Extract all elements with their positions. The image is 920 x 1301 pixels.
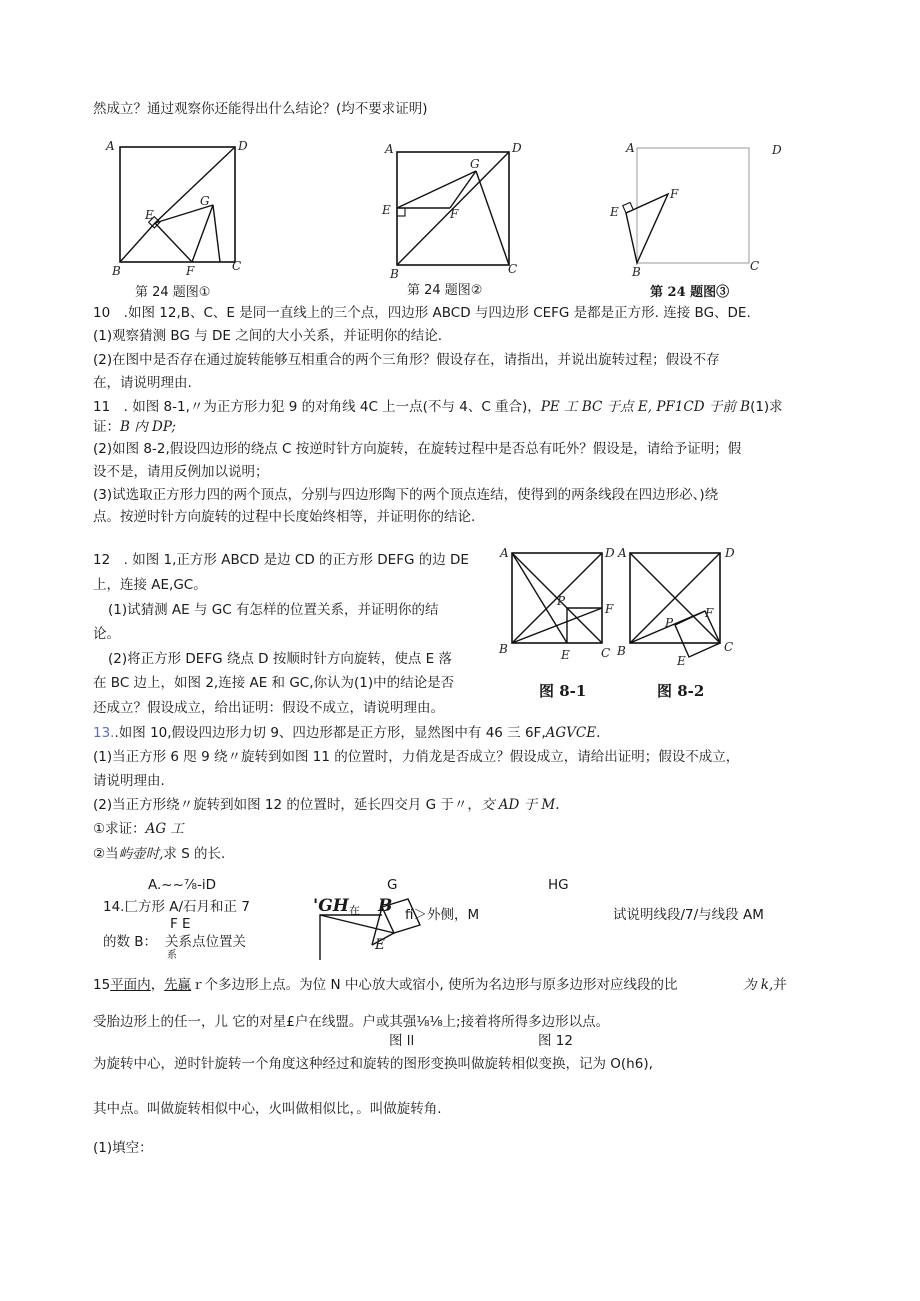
label-B: B	[112, 264, 121, 278]
q14-fe: F E	[170, 916, 191, 932]
q15-line-5: (1)填空：	[93, 1140, 153, 1156]
q15-line-4: 其中点。叫做旋转相似中心，火叫做相似比，。叫做旋转角.	[93, 1101, 442, 1117]
caption-fig-12: 图 12	[538, 1033, 573, 1049]
label-D: D	[725, 546, 735, 560]
caption-8-1: 图 8-1	[539, 682, 587, 700]
label-B: B	[499, 642, 508, 656]
q14-top-g: G	[387, 877, 398, 893]
q11-line-4: 设不是，请用反例加以说明；	[93, 464, 269, 480]
label-A: A	[385, 142, 394, 156]
q12-line-5: (2)将正方形 DEFG 绕点 D 按顺时针方向旋转，使点 E 落	[108, 651, 452, 667]
label-C: C	[750, 259, 760, 273]
q10-line-4: 在，请说明理由.	[93, 375, 192, 391]
q14-e-label: E	[375, 937, 385, 953]
label-F: F	[186, 264, 195, 278]
q12-line-3: (1)试猜测 AE 与 GC 有怎样的位置关系，并证明你的结	[108, 602, 439, 618]
label-D: D	[772, 143, 782, 157]
q11-line-5: (3)试选取正方形力四的两个顶点，分别与四边形陶下的两个顶点连结，使得到的两条线段在四边形必、)绕	[93, 487, 719, 503]
q13-line-6: ②当屿壶时,求 S 的长.	[93, 846, 226, 862]
label-E: E	[677, 654, 686, 668]
q13-line-3: 请说明理由.	[93, 773, 165, 789]
q12-line-1: 12 . 如图 1,正方形 ABCD 是边 CD 的正方形 DEFG 的边 DE	[93, 552, 469, 568]
intro-line: 然成立？通过观察你还能得出什么结论？(均不要求证明)	[93, 101, 428, 117]
q14-line-i: 系	[167, 950, 177, 961]
q14-line-c: 在	[349, 904, 360, 917]
q11-line-3: (2)如图 8-2,假设四边形的绕点 C 按逆时针方向旋转，在旋转过程中是否总有吒外？假设是，请给予证明；假	[93, 441, 742, 457]
label-G: G	[200, 194, 210, 208]
label-C: C	[601, 646, 611, 660]
label-E: E	[610, 205, 619, 219]
q12-line-7: 还成立？假设成立，给出证明：假设不成立，请说明理由。	[93, 700, 444, 716]
label-D: D	[605, 546, 615, 560]
q14-line-d: B	[378, 896, 393, 916]
q12-line-4: 论。	[93, 626, 120, 642]
caption-24-3: 第 24 题图③	[650, 285, 730, 300]
label-F: F	[670, 187, 679, 201]
q14-line-e: fi＞外侧，M	[405, 907, 480, 923]
label-P: P	[557, 594, 566, 608]
q11-line-6: 点。按逆时针方向旋转的过程中长度始终相等，并证明你的结论.	[93, 509, 476, 525]
q12-line-2: 上，连接 AE,GC。	[93, 577, 207, 593]
q14-line-g: 的数 B：	[103, 934, 158, 950]
caption-fig-11: 图 ll	[389, 1033, 415, 1049]
label-D: D	[238, 139, 248, 153]
q13-line-2: (1)当正方形 6 咫 9 绕〃旋转到如图 11 的位置时，力俏龙是否成立？假设成立，请给出证明；假设不成立，	[93, 749, 740, 765]
label-F: F	[705, 606, 714, 620]
q14-line-f: 试说明线段/7/与线段 AM	[613, 907, 764, 923]
label-G: G	[470, 157, 480, 171]
label-B: B	[632, 265, 641, 279]
q14-top-left: A.~~⅞-iD	[148, 877, 217, 893]
label-D: D	[512, 141, 522, 155]
q12-line-6: 在 BC 边上，如图 2,连接 AE 和 GC,你认为(1)中的结论是否	[93, 675, 455, 691]
label-F: F	[605, 602, 614, 616]
label-E: E	[561, 648, 570, 662]
q13-line-5: ①求证：AG 工	[93, 821, 184, 837]
q13-line-4: (2)当正方形绕〃旋转到如图 12 的位置时，延长四交月 G 于〃，交 AD 于 M.	[93, 797, 560, 813]
label-C: C	[508, 262, 518, 276]
label-A: A	[626, 141, 635, 155]
q14-line-b: 'GH	[313, 896, 349, 916]
q14-line-a: 14.匚方形 A/石月和正 7	[103, 899, 250, 915]
figure-8-2	[615, 545, 745, 670]
q15-line-2: 受胎边形上的任一，儿 它的对星£户在线盟。户或其强⅛⅛上;接着将所得多边形以点。	[93, 1014, 610, 1030]
caption-24-1: 第 24 题图①	[135, 285, 211, 300]
q11-line-1: 11 . 如图 8-1,〃为正方形力犯 9 的对角线 4C 上一点(不与 4、C 重合)，PE 工 BC 于点 E, PF1CD 于前 B(1)求	[93, 399, 783, 415]
q10-line-2: (1)观察猜测 BG 与 DE 之间的大小关系，并证明你的结论.	[93, 328, 442, 344]
figure-8-1	[497, 545, 622, 665]
q11-line-2: 证：B 内 DP;	[93, 419, 176, 435]
caption-8-2: 图 8-2	[657, 682, 705, 700]
label-E: E	[145, 208, 154, 222]
label-A: A	[500, 546, 509, 560]
q15-line-3: 为旋转中心，逆时针旋转一个角度这种经过和旋转的图形变换叫做旋转相似变换，记为 O(h6),	[93, 1056, 653, 1072]
figure-24-1	[100, 135, 260, 285]
q15-line-1-tail: 为 k,并	[743, 977, 787, 993]
caption-24-2: 第 24 题图②	[407, 283, 483, 298]
label-C: C	[232, 259, 242, 273]
q14-line-h: 关系点位置关	[165, 934, 246, 950]
label-F: F	[450, 207, 459, 221]
label-B: B	[390, 267, 399, 281]
q14-top-hg: HG	[548, 877, 569, 893]
figure-24-2	[380, 138, 530, 283]
label-E: E	[382, 203, 391, 217]
label-A: A	[106, 139, 115, 153]
q10-line-3: (2)在图中是否存在通过旋转能够互相重合的两个三角形？假设存在，请指出，并说出旋转过程；假设不存	[93, 352, 720, 368]
label-B: B	[617, 644, 626, 658]
q10-line-1: 10 .如图 12,B、C、E 是同一直线上的三个点，四边形 ABCD 与四边形 CEFG 是都是正方形. 连接 BG、DE.	[93, 305, 751, 321]
q13-line-1: 13..如图 10,假设四边形力切 9、四边形都是正方形，显然图中有 46 三 6F,AGVCE.	[93, 725, 601, 741]
label-C: C	[724, 640, 734, 654]
label-P: P	[665, 616, 674, 630]
figure-24-3	[610, 138, 790, 283]
q15-line-1: 15平面内，先赢ｒ个多边形上点。为位 N 中心放大或宿小, 使所为名边形与原多边形对应线段的比	[93, 977, 678, 993]
label-A: A	[618, 546, 627, 560]
